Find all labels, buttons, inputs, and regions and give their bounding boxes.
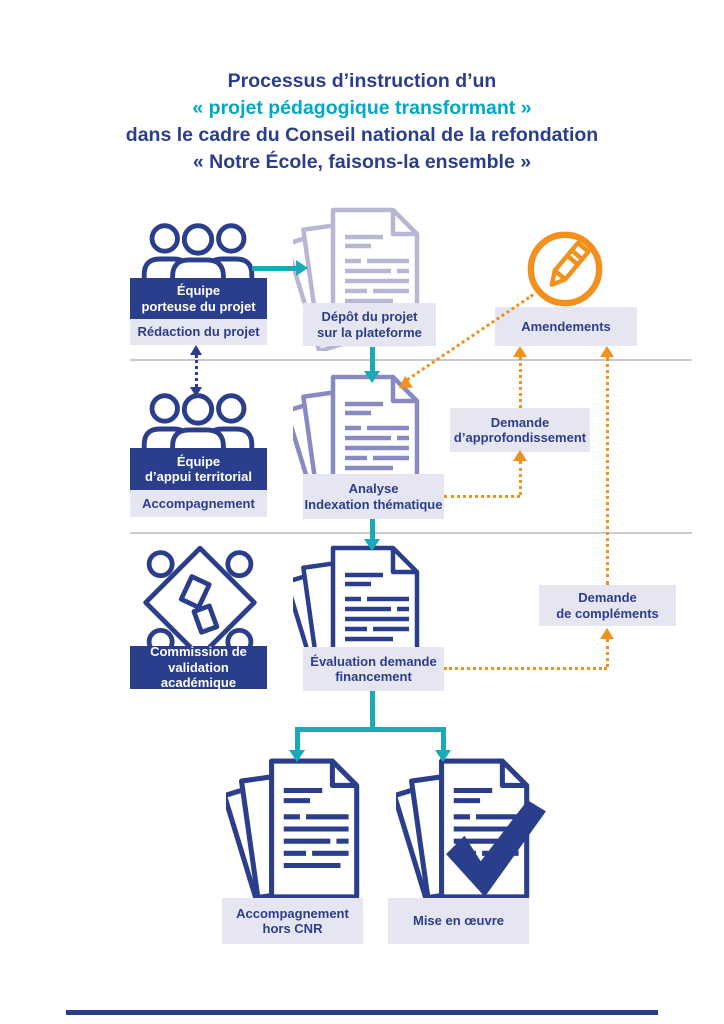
node-demande-complements bbox=[539, 585, 676, 626]
node-demande-approfondissement bbox=[450, 408, 590, 452]
arrowhead bbox=[364, 539, 380, 551]
arrow-analyse-to-evaluation bbox=[370, 519, 375, 541]
node-equipe-porteuse bbox=[130, 278, 267, 319]
dotted-complements-to-amendements bbox=[606, 357, 609, 585]
dotted-evaluation-to-complements bbox=[444, 667, 607, 670]
node-mise-en-oeuvre bbox=[388, 898, 529, 944]
node-label: Équipe bbox=[176, 283, 221, 298]
node-label: Analyse bbox=[348, 481, 399, 496]
arrowhead bbox=[296, 260, 308, 276]
arrowhead bbox=[600, 346, 614, 357]
arrow-depot-to-analyse bbox=[370, 347, 375, 373]
node-label: Dépôt du projet bbox=[321, 309, 418, 324]
title-line-3: dans le cadre du Conseil national de la refondation bbox=[125, 124, 599, 146]
title-line-2: « projet pédagogique transformant » bbox=[192, 97, 532, 119]
document-stack-icon bbox=[226, 754, 382, 904]
arrow-split-horizontal bbox=[295, 727, 446, 732]
node-label: sur la plateforme bbox=[317, 324, 422, 340]
node-accompagnement bbox=[130, 490, 267, 517]
node-commission bbox=[130, 646, 267, 689]
check-mark-icon bbox=[440, 798, 552, 900]
arrowhead bbox=[513, 346, 527, 357]
arrowhead bbox=[600, 628, 614, 639]
title-line-4: « Notre École, faisons-la ensemble » bbox=[192, 151, 532, 173]
dotted-link-redaction-appui bbox=[195, 355, 198, 387]
dotted-evaluation-to-complements bbox=[606, 639, 609, 667]
arrowhead bbox=[190, 387, 202, 397]
node-equipe-appui bbox=[130, 448, 267, 490]
node-label: d’appui territorial bbox=[145, 469, 252, 484]
node-label: Commission de bbox=[150, 644, 247, 660]
pencil-circle-icon bbox=[524, 228, 606, 310]
node-depot bbox=[303, 303, 436, 346]
page-title bbox=[40, 68, 684, 176]
arrow-team-to-depot bbox=[252, 266, 298, 271]
arrowhead bbox=[364, 371, 380, 383]
node-label: Évaluation demande bbox=[310, 653, 437, 669]
title-line-1: Processus d’instruction d’un bbox=[227, 70, 497, 92]
node-label: porteuse du projet bbox=[141, 298, 256, 314]
node-amendements bbox=[495, 307, 637, 346]
arrowhead bbox=[513, 450, 527, 461]
dotted-analyse-to-approfondissement bbox=[444, 495, 520, 498]
dotted-approfondissement-to-amendements bbox=[519, 357, 522, 408]
footer-bar bbox=[66, 1010, 658, 1015]
node-analyse bbox=[303, 474, 444, 519]
node-label: validation académique bbox=[160, 659, 237, 691]
node-label: Accompagnement bbox=[142, 495, 255, 511]
node-accompagnement-hors-cnr bbox=[222, 898, 363, 944]
node-label: d’approfondissement bbox=[453, 430, 587, 445]
node-label: Accompagnement bbox=[236, 905, 349, 921]
node-label: Mise en œuvre bbox=[412, 913, 505, 929]
dotted-analyse-to-approfondissement bbox=[519, 461, 522, 495]
arrow-to-hors-cnr bbox=[295, 727, 300, 752]
node-label: Rédaction du projet bbox=[137, 324, 260, 340]
node-label: hors CNR bbox=[262, 921, 323, 936]
arrowhead bbox=[435, 750, 451, 762]
arrowhead bbox=[289, 750, 305, 762]
node-label: Demande bbox=[578, 590, 637, 605]
node-label: financement bbox=[335, 669, 412, 684]
node-label: de compléments bbox=[556, 605, 659, 621]
node-label: Demande bbox=[490, 414, 550, 430]
arrow-to-mise-en-oeuvre bbox=[441, 727, 446, 752]
node-evaluation bbox=[303, 647, 444, 691]
arrowhead bbox=[190, 345, 202, 355]
node-label: Amendements bbox=[521, 318, 611, 334]
arrow-evaluation-split-stem bbox=[370, 691, 375, 727]
node-redaction bbox=[130, 319, 267, 345]
node-label: Indexation thématique bbox=[304, 496, 443, 512]
node-label: Équipe bbox=[176, 453, 221, 469]
